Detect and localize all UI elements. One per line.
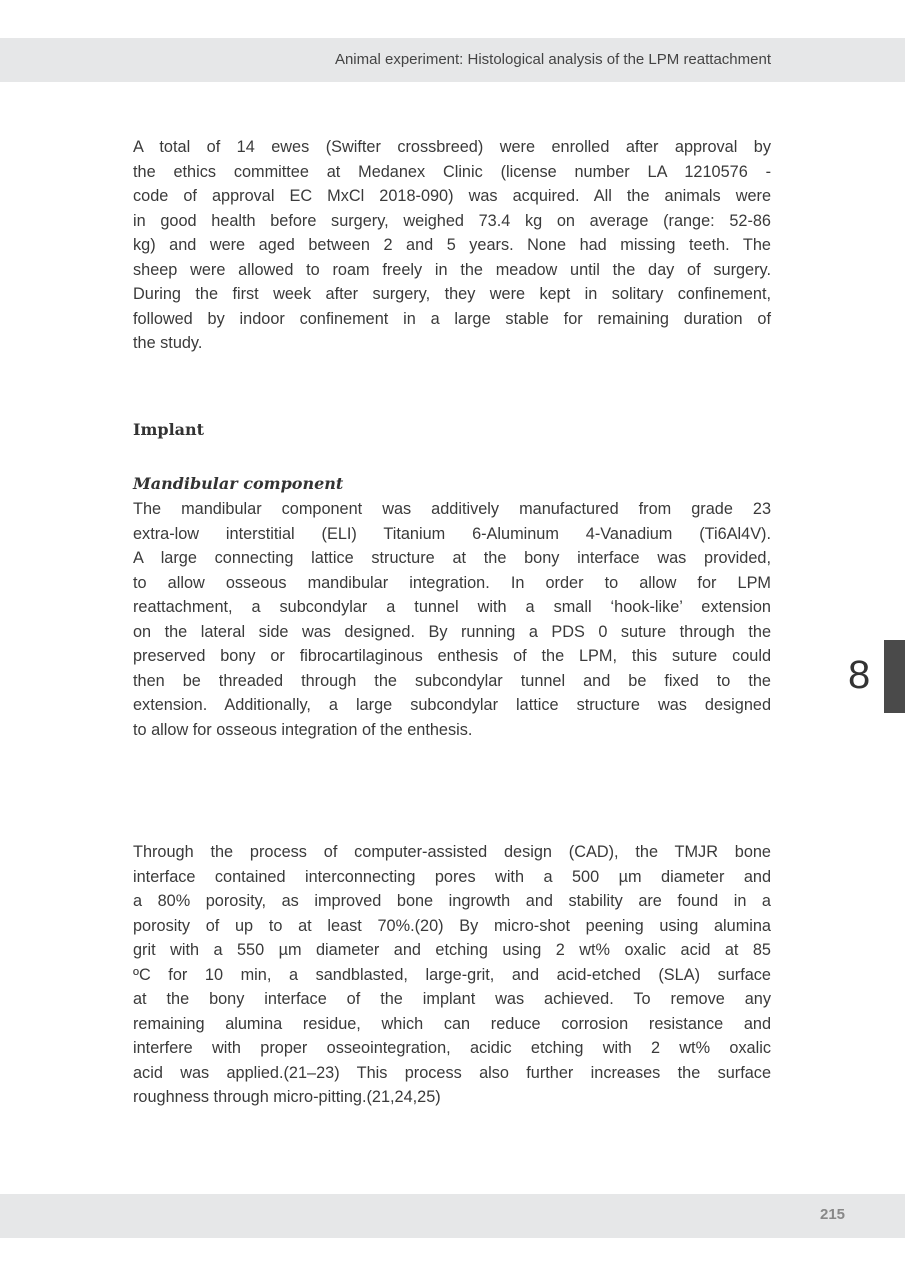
text-line: a 80% porosity, as improved bone ingrowth and stability are found in a	[133, 892, 771, 910]
text-line: the ethics committee at Medanex Clinic (license number LA 1210576 -	[133, 162, 771, 181]
subheading-mandibular-component: Mandibular component	[133, 474, 344, 493]
text-line: grit with a 550 µm diameter and etching using 2 wt% oxalic acid at 85	[133, 941, 771, 959]
text-line: then be threaded through the subcondylar tunnel and be fixed to the	[133, 671, 771, 690]
text-line: to allow for osseous integration of the enthesis.	[133, 720, 473, 739]
text-line: followed by indoor confinement in a large stable for remaining duration of	[133, 309, 771, 328]
text-line: sheep were allowed to roam freely in the meadow until the day of surgery.	[133, 260, 771, 279]
text-line: remaining alumina residue, which can reduce corrosion resistance and	[133, 1014, 771, 1033]
text-line: the study.	[133, 334, 203, 352]
running-title: Animal experiment: Histological analysis of the LPM reattachment	[334, 51, 771, 68]
chapter-tab	[884, 640, 905, 713]
text-line: on the lateral side was designed. By running a PDS 0 suture through the	[133, 622, 771, 641]
text-line: reattachment, a subcondylar a tunnel with a small ‘hook-like’ extension	[133, 598, 771, 616]
text-line: A large connecting lattice structure at the bony interface was provided,	[133, 549, 771, 567]
text-line: at the bony interface of the implant was achieved. To remove any	[133, 990, 771, 1008]
section-heading-implant: Implant	[133, 420, 205, 439]
text-line: in good health before surgery, weighed 73.4 kg on average (range: 52-86	[133, 211, 771, 230]
text-line: acid was applied.(21–23) This process also further increases the surface	[133, 1063, 771, 1082]
text-line: interface contained interconnecting pores with a 500 µm diameter and	[133, 867, 771, 886]
text-line: The mandibular component was additively manufactured from grade 23	[133, 500, 771, 518]
text-line: ºC for 10 min, a sandblasted, large-grit, and acid-etched (SLA) surface	[133, 965, 771, 984]
page-number: 215	[820, 1206, 846, 1223]
chapter-number: 8	[848, 653, 871, 697]
text-line: extension. Additionally, a large subcondylar lattice structure was designed	[133, 696, 771, 714]
text-line: roughness through micro-pitting.(21,24,25)	[133, 1088, 441, 1106]
text-line: code of approval EC MxCl 2018-090) was acquired. All the animals were	[133, 187, 771, 205]
text-line: porosity of up to at least 70%.(20) By micro-shot peening using alumina	[133, 916, 771, 935]
text-line: extra-low interstitial (ELI) Titanium 6-Aluminum 4-Vanadium (Ti6Al4V).	[133, 524, 771, 543]
paragraph-mandibular-component	[133, 497, 771, 742]
text-line: preserved bony or fibrocartilaginous enthesis of the LPM, this suture could	[133, 647, 771, 665]
paragraph-cad-process	[133, 840, 771, 1110]
text-line: to allow osseous mandibular integration. In order to allow for LPM	[133, 573, 771, 592]
paragraph-ewes	[133, 135, 771, 356]
text-line: Through the process of computer-assisted design (CAD), the TMJR bone	[133, 843, 771, 861]
text-line: interfere with proper osseointegration, acidic etching with 2 wt% oxalic	[133, 1039, 771, 1057]
text-line: A total of 14 ewes (Swifter crossbreed) were enrolled after approval by	[133, 138, 771, 156]
running-header	[0, 38, 905, 82]
page-footer	[0, 1194, 905, 1238]
text-line: During the first week after surgery, they were kept in solitary confinement,	[133, 285, 771, 303]
text-line: kg) and were aged between 2 and 5 years. None had missing teeth. The	[133, 236, 771, 254]
